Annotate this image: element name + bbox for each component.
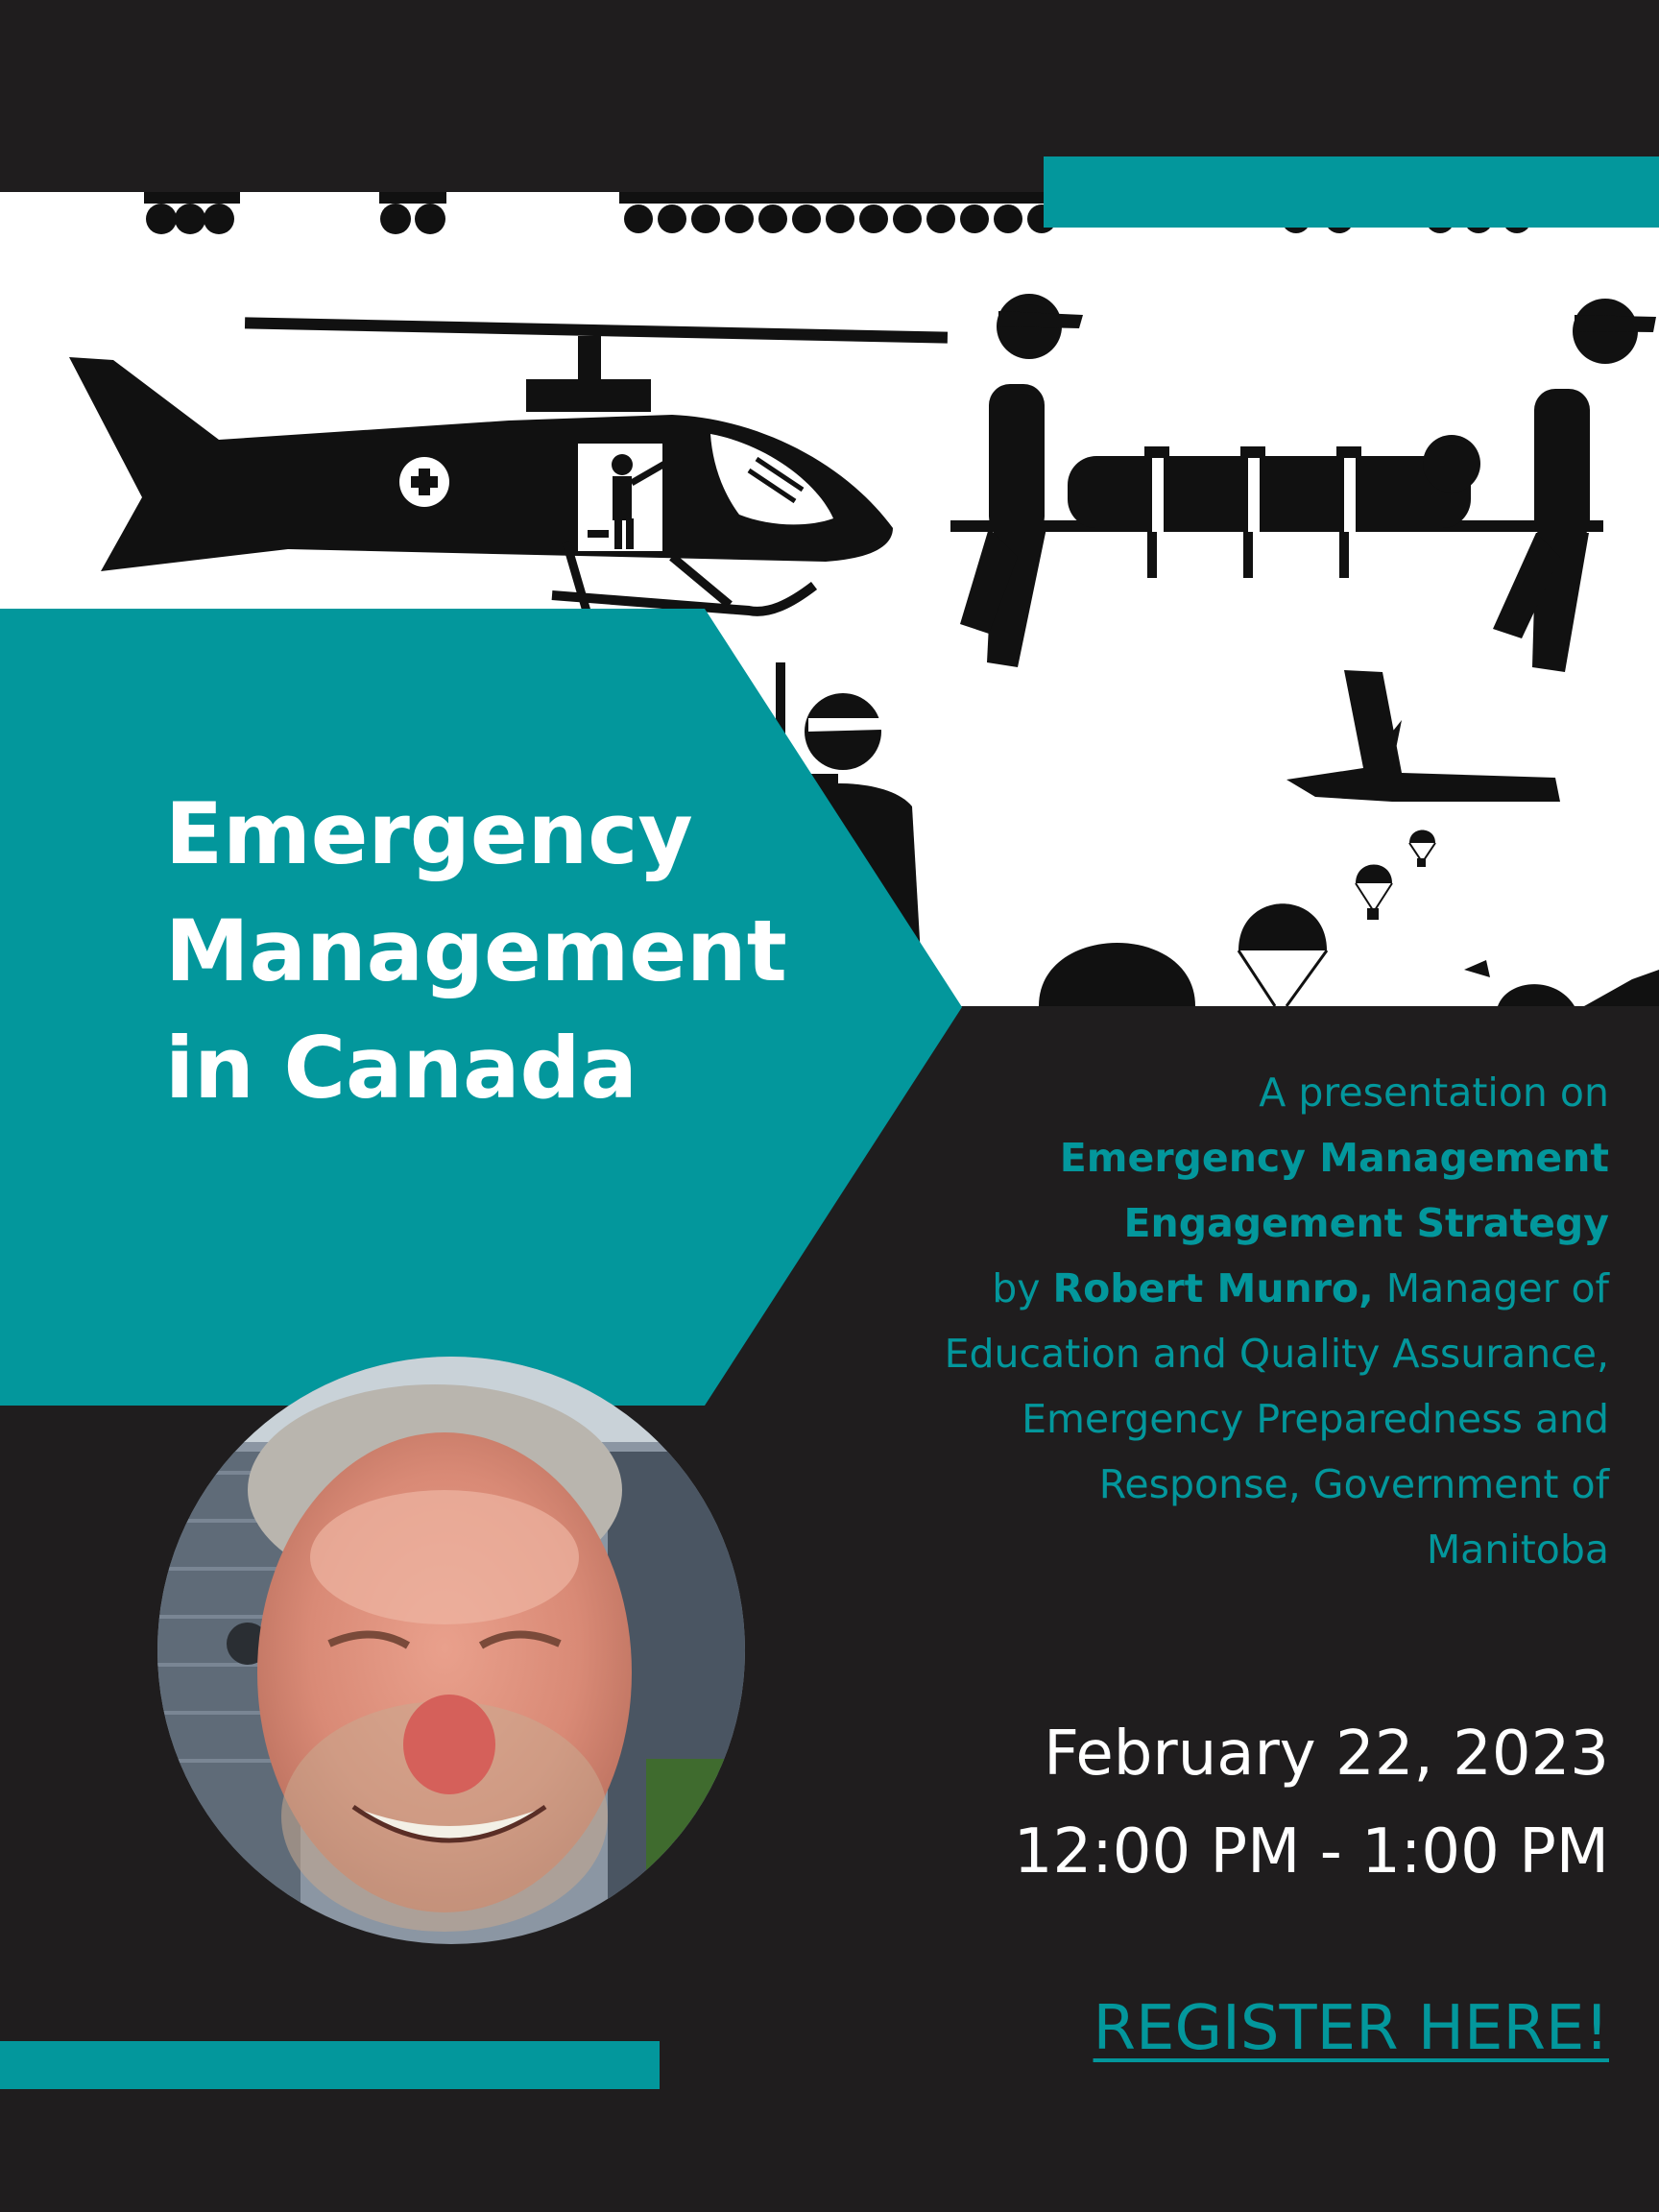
speaker-name: Robert Munro,	[1052, 1265, 1374, 1311]
event-time: 12:00 PM - 1:00 PM	[1013, 1816, 1609, 1887]
title-line: Management	[165, 902, 787, 1000]
topic-line: Engagement Strategy	[1123, 1200, 1609, 1246]
title-line: in Canada	[165, 1019, 637, 1118]
by-prefix: by	[992, 1265, 1053, 1311]
description-intro: A presentation on	[1259, 1070, 1609, 1116]
event-info	[1014, 1705, 1609, 1901]
speaker-role: Manitoba	[1426, 1527, 1609, 1573]
top-accent-bar	[1044, 156, 1659, 228]
speaker-portrait	[156, 1356, 746, 1945]
speaker-role: Response, Government of	[1098, 1461, 1609, 1507]
speaker-line	[745, 1256, 1609, 1321]
topic-line: Emergency Management	[1059, 1135, 1609, 1181]
speaker-role: Emergency Preparedness and	[1022, 1396, 1609, 1442]
event-date: February 22, 2023	[1044, 1719, 1609, 1790]
speaker-role: Education and Quality Assurance,	[944, 1331, 1609, 1377]
presentation-description	[745, 1060, 1609, 1582]
register-link[interactable]: REGISTER HERE!	[1093, 1993, 1609, 2064]
speaker-role: Manager of	[1373, 1265, 1609, 1311]
title-line: Emergency	[165, 784, 693, 883]
bottom-accent-bar	[0, 2041, 660, 2089]
